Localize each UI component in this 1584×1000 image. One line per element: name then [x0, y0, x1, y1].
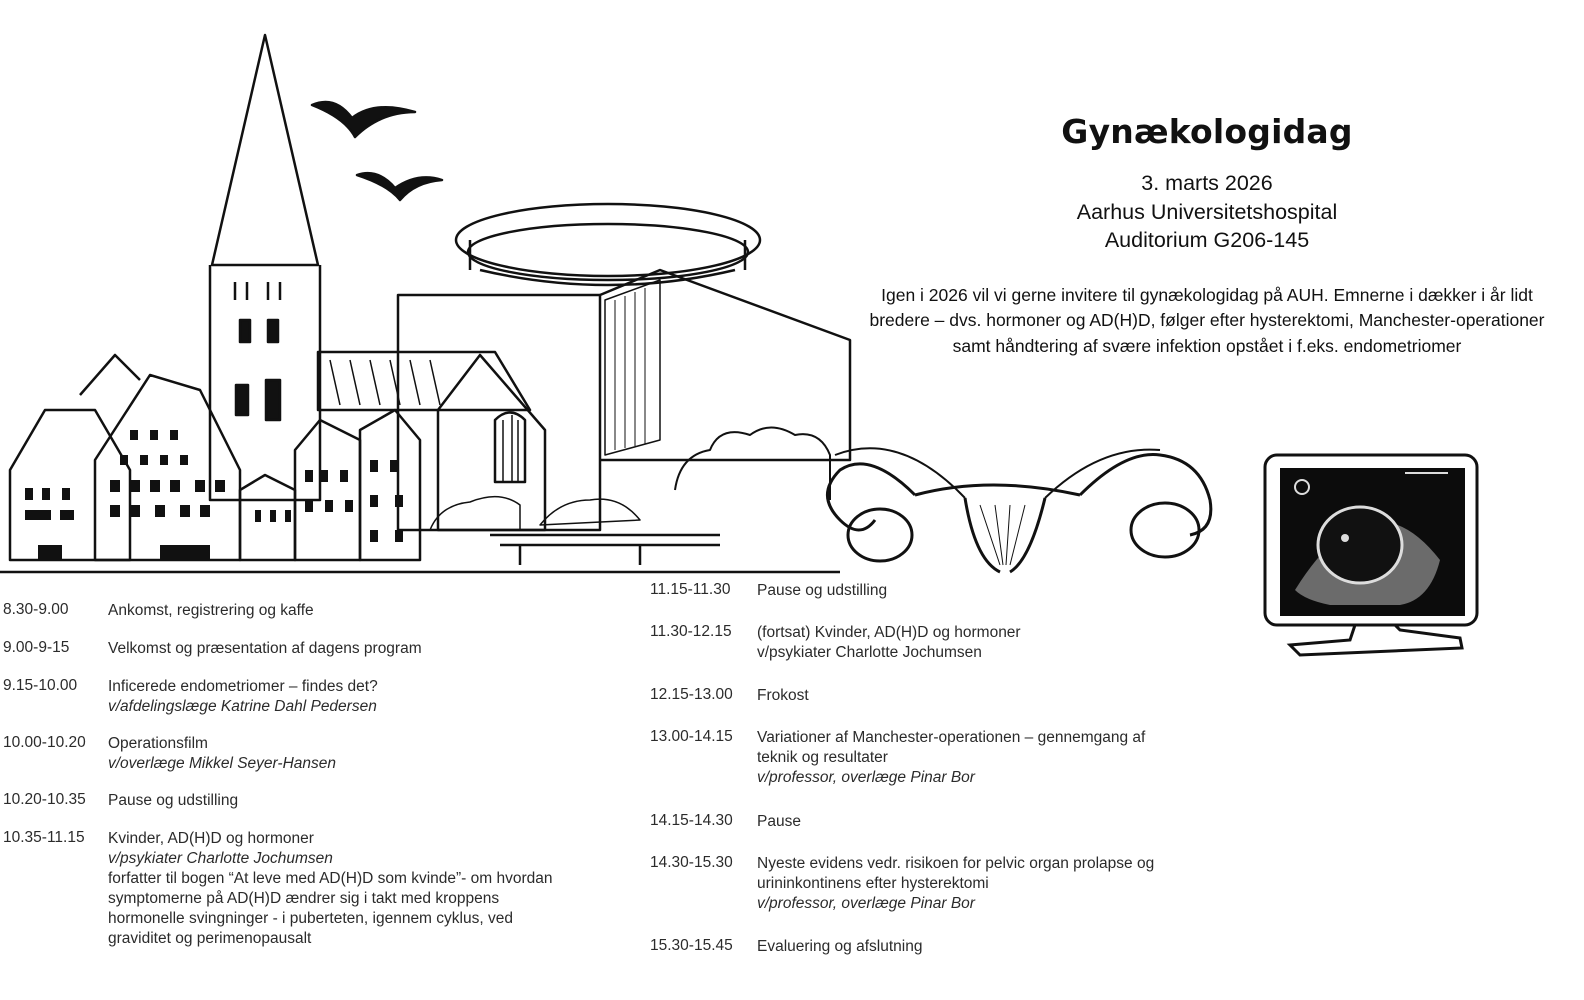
program-description — [108, 601, 314, 621]
program-speaker: v/professor, overlæge Pinar Bor — [757, 895, 975, 912]
program-line: Kvinder, AD(H)D og hormoner — [108, 830, 314, 847]
program-time: 10.20-10.35 — [3, 791, 86, 808]
program-time: 14.15-14.30 — [650, 812, 733, 829]
program-speaker: v/professor, overlæge Pinar Bor — [757, 769, 975, 786]
program-line: Ankomst, registrering og kaffe — [108, 602, 314, 619]
program-row — [650, 937, 922, 957]
program-time: 11.30-12.15 — [650, 623, 732, 640]
city-skyline-illustration — [0, 35, 850, 572]
program-time: 13.00-14.15 — [650, 728, 733, 745]
program-row — [3, 791, 238, 811]
program-description — [757, 686, 809, 706]
program-description — [108, 639, 422, 659]
program-description — [757, 581, 887, 601]
program-row — [650, 812, 801, 832]
event-meta — [862, 169, 1552, 255]
program-description — [108, 677, 378, 717]
program-speaker: v/overlæge Mikkel Seyer-Hansen — [108, 755, 337, 772]
program-row — [3, 734, 336, 774]
ultrasound-monitor-illustration — [1265, 455, 1477, 655]
program-row — [650, 854, 1154, 914]
program-row — [650, 623, 1021, 663]
program-time: 15.30-15.45 — [650, 937, 733, 954]
program-line: Pause og udstilling — [108, 792, 239, 809]
program-line: Evaluering og afslutning — [757, 938, 923, 955]
program-line: symptomerne på AD(H)D ændrer sig i takt med kroppens — [108, 890, 500, 907]
event-room: Auditorium G206-145 — [1104, 228, 1310, 252]
uterus-illustration — [828, 448, 1211, 572]
event-intro: Igen i 2026 vil vi gerne invitere til gynækologidag på AUH. Emnerne i dækker i år lidt bredere – dvs. hormoner og AD(H)D, følger efter hysterektomi, Manchester-operationer samt håndtering af svære infektion opstået i f.eks. endometriomer — [869, 284, 1545, 356]
program-row — [650, 686, 809, 706]
program-description — [108, 734, 336, 774]
program-line: (fortsat) Kvinder, AD(H)D og hormoner — [757, 624, 1021, 641]
program-description — [108, 791, 238, 811]
program-description — [757, 937, 922, 957]
program-line: Pause — [757, 813, 801, 830]
program-time: 10.00-10.20 — [3, 734, 86, 751]
program-line: graviditet og perimenopausalt — [108, 930, 312, 947]
program-description — [757, 728, 1145, 788]
program-time: 10.35-11.15 — [3, 829, 85, 846]
program-line: Inficerede endometriomer – findes det? — [108, 678, 378, 695]
program-line: urininkontinens efter hysterektomi — [757, 875, 989, 892]
event-header — [862, 112, 1552, 359]
program-line: teknik og resultater — [757, 749, 888, 766]
program-speaker: v/afdelingslæge Katrine Dahl Pedersen — [108, 698, 377, 715]
program-line: v/psykiater Charlotte Jochumsen — [757, 644, 982, 661]
program-line: hormonelle svingninger - i puberteten, igennem cyklus, ved — [108, 910, 513, 927]
program-row — [3, 829, 553, 949]
program-line: forfatter til bogen “At leve med AD(H)D som kvinde”- om hvordan — [108, 870, 553, 887]
program-description — [757, 623, 1021, 663]
bird-icon — [357, 173, 442, 200]
program-line: Nyeste evidens vedr. risikoen for pelvic organ prolapse og — [757, 855, 1155, 872]
event-venue: Aarhus Universitetshospital — [1076, 199, 1338, 224]
program-row — [650, 728, 1145, 788]
program-line: Operationsfilm — [108, 735, 208, 752]
program-time: 8.30-9.00 — [3, 601, 69, 618]
program-time: 14.30-15.30 — [650, 854, 733, 871]
page-title: Gynækologidag — [1061, 112, 1353, 151]
program-time: 12.15-13.00 — [650, 686, 733, 703]
event-date: 3. marts 2026 — [1141, 171, 1273, 195]
program-line: Pause og udstilling — [757, 582, 888, 599]
program-row — [650, 581, 887, 601]
program-line: Variationer af Manchester-operationen – gennemgang af — [757, 729, 1146, 746]
program-row — [3, 677, 378, 717]
program-row — [3, 639, 422, 659]
program-time: 9.00-9-15 — [3, 639, 70, 656]
program-description — [757, 854, 1154, 914]
program-line: Velkomst og præsentation af dagens program — [108, 640, 422, 657]
program-description — [108, 829, 553, 949]
program-line: Frokost — [757, 687, 809, 704]
program-time: 9.15-10.00 — [3, 677, 78, 694]
program-description — [757, 812, 801, 832]
program-row — [3, 601, 314, 621]
program-speaker: v/psykiater Charlotte Jochumsen — [108, 850, 333, 867]
program-time: 11.15-11.30 — [650, 581, 731, 598]
bird-icon — [312, 102, 415, 137]
